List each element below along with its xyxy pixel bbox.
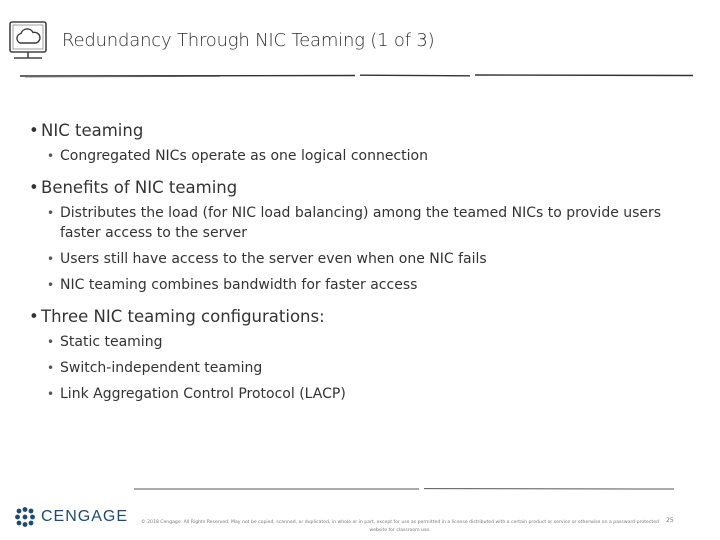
- bullet-nic-teaming: • NIC teaming: [29, 121, 699, 140]
- sub-bullet: • Static teaming: [29, 332, 699, 352]
- sub-list: [29, 146, 699, 166]
- cengage-logo: [14, 504, 129, 528]
- cengage-logo-text: CENGAGE: [41, 508, 129, 525]
- sub-bullet: • Users still have access to the server even when one NIC fails: [29, 249, 699, 269]
- sub-bullet: • Distributes the load (for NIC load balancing) among the teamed NICs to provide users faster access to the server: [29, 203, 699, 243]
- slide-title: Redundancy Through NIC Teaming (1 of 3): [62, 30, 435, 51]
- cengage-logo-mark: [14, 506, 36, 528]
- sub-bullet: • Congregated NICs operate as one logical connection: [29, 146, 699, 166]
- sub-list: [29, 203, 699, 295]
- bullet-configurations: • Three NIC teaming configurations:: [29, 307, 699, 326]
- sub-list: [29, 332, 699, 404]
- cloud-monitor-icon: [8, 20, 48, 64]
- sub-bullet: • Link Aggregation Control Protocol (LACP): [29, 384, 699, 404]
- bullet-group-nic-teaming: [29, 121, 699, 166]
- sub-bullet: • NIC teaming combines bandwidth for faster access: [29, 275, 699, 295]
- page-number: 25: [666, 517, 674, 524]
- bullet-group-configurations: [29, 307, 699, 404]
- footer-divider: [134, 486, 674, 492]
- bullet-group-benefits: [29, 178, 699, 295]
- bullet-benefits: • Benefits of NIC teaming: [29, 178, 699, 197]
- copyright-notice: © 2018 Cengage. All Rights Reserved. May not be copied, scanned, or duplicated, in whole or in part, except for use as permitted in a license distributed with a certain product or service or otherwise on a password-protected website for classroom use.: [141, 520, 659, 533]
- slide-content: [29, 121, 699, 416]
- title-divider: [20, 72, 693, 80]
- sub-bullet: • Switch-independent teaming: [29, 358, 699, 378]
